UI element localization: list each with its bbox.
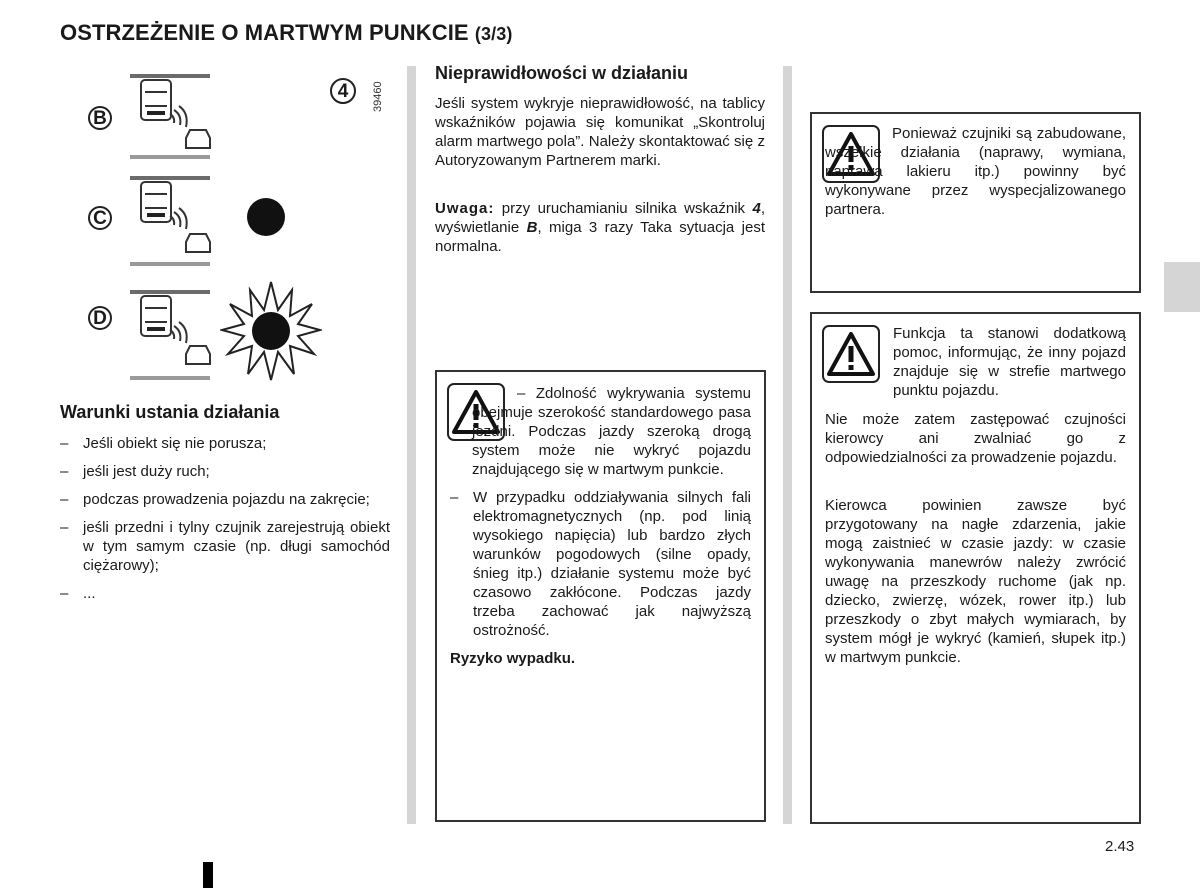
label-d: D xyxy=(88,306,112,330)
page-part: (3/3) xyxy=(474,24,513,44)
warning-box-detection xyxy=(435,370,766,822)
car-sensor-icon xyxy=(136,180,216,260)
indicator-4: 4 xyxy=(330,78,356,104)
list-item: – W przypadku oddziaływania silnych fali elektromagnetycznych (np. pod linią wysokiego napięcia) lub bardzo złych warunków pogodowych (silne opady, śnieg itp.) działanie systemu może być czasowo zakłócone. Podczas jazdy trzeba zachować jak najwyższą ostrożność. xyxy=(450,488,751,640)
indicator-flashing-icon xyxy=(220,280,322,382)
warning-risk: Ryzyko wypadku. xyxy=(450,650,576,667)
page-number: 2.43 xyxy=(1105,838,1135,855)
reference-number: 39460 xyxy=(372,81,384,112)
section-heading-malfunctions: Nieprawidłowości w działaniu xyxy=(435,63,689,83)
sensors-warning-text: Ponieważ czujniki są zabudowane, wszelkie działania (naprawy, wymiana, naprawa lakieru itp.) powinny być wykonywane przez wyspecjalizowanego partnera. xyxy=(825,125,1126,218)
blind-spot-illustration xyxy=(60,66,400,396)
lane-line xyxy=(130,155,210,159)
conditions-list xyxy=(60,434,390,612)
malfunction-paragraph: Jeśli system wykryje nieprawidłowość, na tablicy wskaźników pojawia się komunikat „Skontroluj alarm martwego pola”. Należy skontaktować się z Autoryzowanym Partnerem marki. xyxy=(435,95,765,169)
label-c: C xyxy=(88,206,112,230)
page-title: OSTRZEŻENIE O MARTWYM PUNKCIE (3/3) xyxy=(60,20,513,45)
note-indicator-number: 4 xyxy=(752,200,761,217)
note-paragraph: Uwaga: przy uruchamianiu silnika wskaźnik 4, wyświetlanie B, miga 3 razy Taka sytuacja jest normalna. xyxy=(435,200,765,255)
warning-first: – Zdolność wykrywania systemu obejmuje szerokość standardowego pasa jezdni. Podczas jazdy szeroką drogą system może nie wykryć pojazdu znajdującego się w martwym punkcie. xyxy=(472,385,751,478)
list-item: – podczas prowadzenia pojazdu na zakręcie; xyxy=(60,490,390,509)
list-item: – jeśli jest duży ruch; xyxy=(60,462,390,481)
list-item: – ... xyxy=(60,584,390,603)
column-separator-left xyxy=(407,66,416,824)
warning-triangle-icon xyxy=(822,325,880,383)
column-separator-right xyxy=(783,66,792,824)
note-display-letter: B xyxy=(526,219,538,236)
label-b: B xyxy=(88,106,112,130)
section-heading-conditions: Warunki ustania działania xyxy=(60,402,280,422)
assist-paragraph-1: Funkcja ta stanowi dodatkową pomoc, informując, że inny pojazd znajduje się w strefie martwego punktu pojazdu. xyxy=(893,325,1126,399)
warning-box-assist xyxy=(810,312,1141,824)
list-item: – jeśli przedni i tylny czujnik zarejestrują obiekt w tym samym czasie (np. długi samochód ciężarowy); xyxy=(60,518,390,575)
lane-line xyxy=(130,262,210,266)
warning-list xyxy=(450,488,751,640)
assist-paragraph-2: Nie może zatem zastępować czujności kierowcy ani zwalniać go z odpowiedzialności za prowadzenie pojazdu. xyxy=(825,411,1126,466)
section-tab xyxy=(1164,262,1200,312)
warning-box-sensors xyxy=(810,112,1141,293)
crop-mark xyxy=(203,862,213,888)
note-label: Uwaga: xyxy=(435,200,495,217)
car-sensor-icon xyxy=(136,78,216,154)
warning-text-body xyxy=(450,384,751,668)
lane-line xyxy=(130,376,210,380)
list-item: – Jeśli obiekt się nie porusza; xyxy=(60,434,390,453)
indicator-off-icon xyxy=(247,198,285,236)
car-sensor-icon xyxy=(136,294,216,374)
assist-paragraph-3: Kierowca powinien zawsze być przygotowany na nagłe zdarzenia, jakie mogą zaistnieć w czasie jazdy: w czasie wykonywania manewrów należy zwrócić uwagę na przeszkody ruchome (jak np. dziecko, zwierzę, wózek, rower itp.) lub przeszkody o zbyt małych wymiarach, by system mógł je wykryć (kamień, słupek itp.) w martwym punkcie. xyxy=(825,497,1126,666)
